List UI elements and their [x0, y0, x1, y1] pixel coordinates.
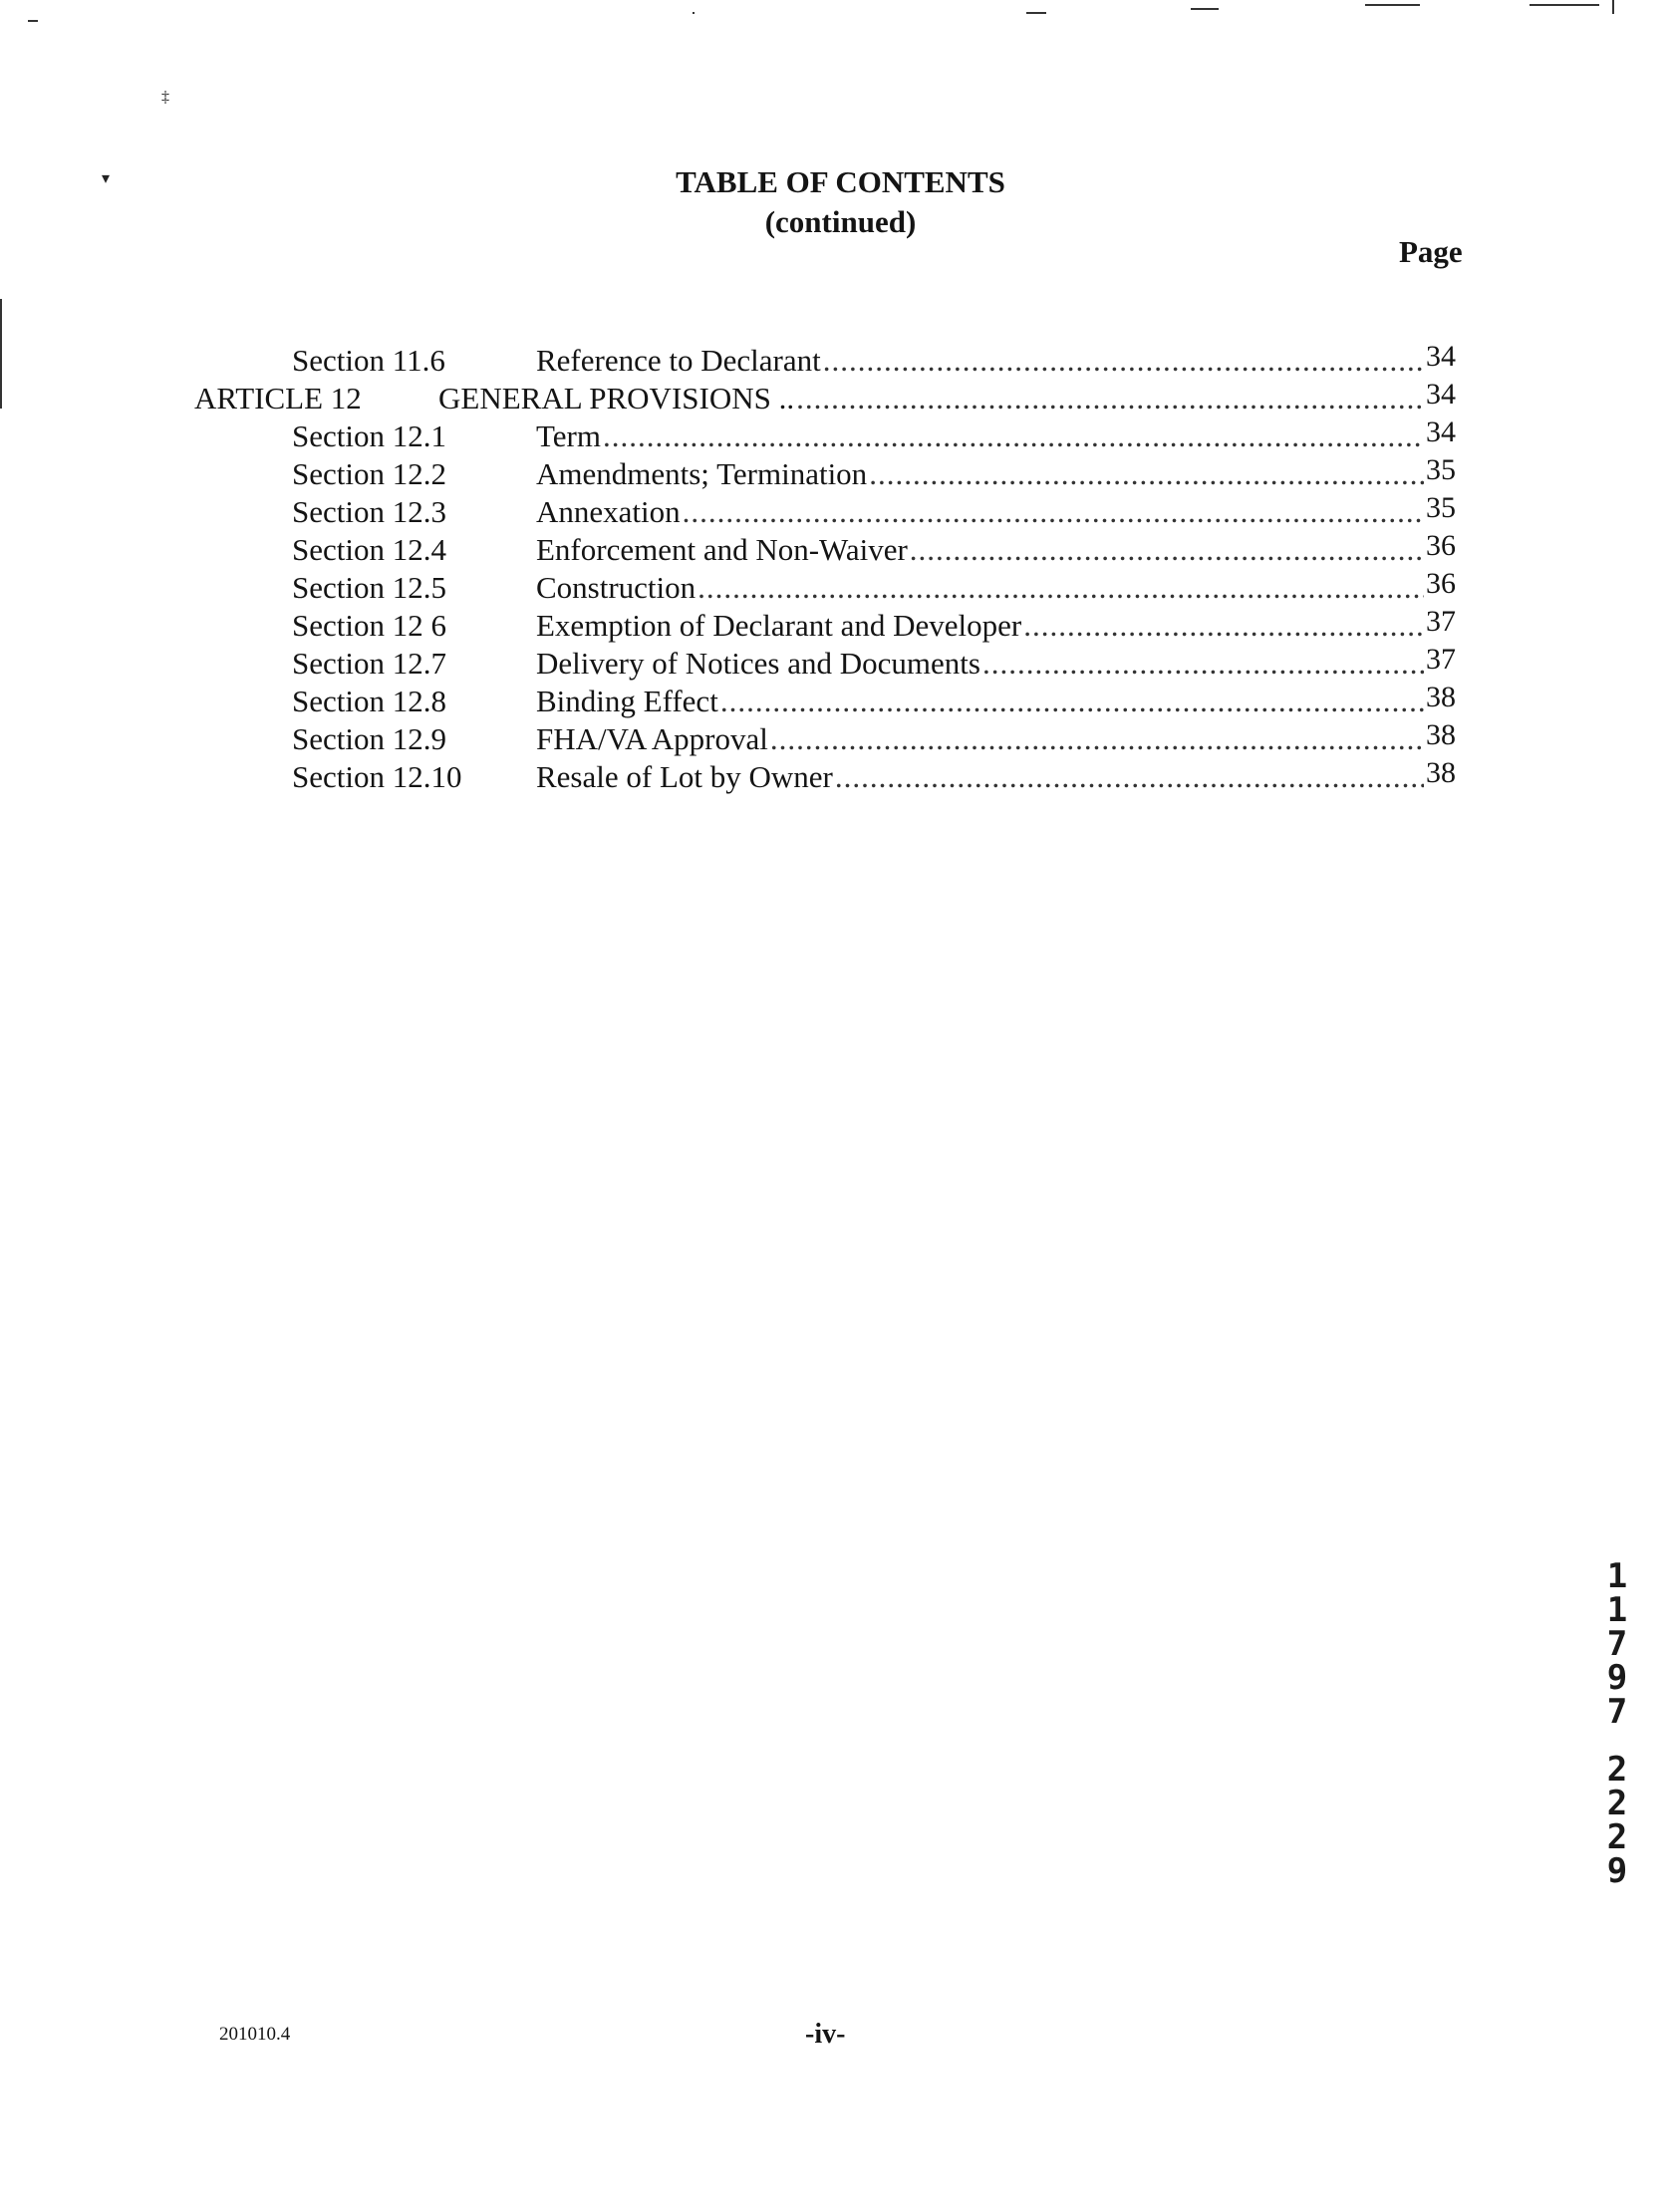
- toc-entry-page: 36: [1426, 529, 1456, 562]
- toc-section-entry: [0, 645, 1671, 683]
- toc-entry-body: [536, 607, 1456, 646]
- toc-dot-leader: [835, 758, 1424, 796]
- toc-section-entry: [0, 455, 1671, 493]
- toc-entry-label: Section 12.2: [292, 456, 446, 491]
- toc-entry-label: Section 12.9: [292, 721, 446, 756]
- toc-entry-body: [536, 683, 1456, 721]
- toc-entry-body: [536, 531, 1456, 570]
- margin-stamp-digit: 7: [1606, 1624, 1628, 1664]
- scan-artifact: [1191, 8, 1219, 10]
- footer-page-number: -iv-: [805, 2019, 846, 2050]
- margin-stamp-digit: 2: [1606, 1784, 1628, 1823]
- margin-stamp-digit: 1: [1606, 1556, 1628, 1596]
- toc-entry-page: 37: [1426, 643, 1456, 676]
- toc-entry-label: Section 12.3: [292, 494, 446, 529]
- scan-speck-icon: ▾: [102, 170, 111, 187]
- toc-entry-title: FHA/VA Approval: [536, 721, 768, 756]
- toc-section-entry: [0, 683, 1671, 720]
- toc-dot-leader: [720, 683, 1424, 720]
- toc-entry-body: [438, 380, 1456, 418]
- toc-section-entry: [0, 758, 1671, 796]
- toc-entry-label: Section 12.7: [292, 646, 446, 681]
- toc-entry-body: [536, 417, 1456, 456]
- toc-entry-title: Enforcement and Non-Waiver: [536, 532, 908, 567]
- toc-dot-leader: [1023, 607, 1424, 645]
- toc-dot-leader: [982, 645, 1424, 683]
- toc-list: [0, 342, 1671, 796]
- margin-stamp: [1597, 1556, 1637, 1891]
- toc-section-entry: [0, 720, 1671, 758]
- toc-entry-body: [536, 720, 1456, 759]
- margin-stamp-digit: 2: [1606, 1750, 1628, 1790]
- toc-entry-label: ARTICLE 12: [194, 381, 362, 415]
- toc-entry-label: Section 11.6: [292, 343, 445, 378]
- toc-entry-title: Reference to Declarant: [536, 343, 821, 378]
- toc-subtitle: (continued): [764, 204, 917, 239]
- toc-entry-body: [536, 569, 1456, 608]
- toc-entry-title: Annexation: [536, 494, 681, 529]
- toc-dot-leader: [910, 531, 1424, 569]
- toc-dot-leader: [683, 493, 1424, 531]
- toc-entry-title: Amendments; Termination: [536, 456, 868, 491]
- toc-entry-page: 35: [1426, 491, 1456, 524]
- scan-artifact: [693, 12, 695, 14]
- toc-entry-label: Section 12.4: [292, 532, 446, 567]
- toc-entry-title: Delivery of Notices and Documents: [536, 646, 980, 681]
- toc-entry-page: 38: [1426, 756, 1456, 789]
- scan-artifact: [1530, 4, 1599, 6]
- toc-entry-body: [536, 342, 1456, 381]
- toc-section-entry: [0, 531, 1671, 569]
- scan-artifact: [28, 20, 38, 22]
- toc-dot-leader: [697, 569, 1424, 607]
- toc-entry-label: Section 12 6: [292, 608, 446, 643]
- toc-entry-page: 34: [1426, 340, 1456, 373]
- margin-stamp-digit: 2: [1606, 1817, 1628, 1857]
- toc-entry-title: Exemption of Declarant and Developer: [536, 608, 1022, 643]
- margin-stamp-digit: 1: [1606, 1590, 1628, 1630]
- toc-section-entry: [0, 569, 1671, 607]
- toc-entry-title: Binding Effect: [536, 684, 718, 718]
- toc-entry-page: 34: [1426, 415, 1456, 448]
- toc-entry-label: Section 12.5: [292, 570, 446, 605]
- toc-title: TABLE OF CONTENTS: [676, 164, 1005, 199]
- margin-stamp-digit: 7: [1606, 1692, 1628, 1732]
- toc-dot-leader: [796, 380, 1424, 417]
- toc-entry-page: 36: [1426, 567, 1456, 600]
- toc-entry-label: Section 12.10: [292, 759, 462, 794]
- toc-dot-leader: [869, 455, 1424, 493]
- page-column-label: Page: [1399, 234, 1463, 269]
- toc-entry-label: Section 12.1: [292, 418, 446, 453]
- toc-dot-leader: [823, 342, 1424, 380]
- scan-artifact: [1365, 4, 1420, 6]
- toc-entry-title: Resale of Lot by Owner: [536, 759, 833, 794]
- margin-stamp-digit: 9: [1606, 1658, 1628, 1698]
- toc-section-entry: [0, 342, 1671, 380]
- toc-entry-body: [536, 758, 1456, 797]
- toc-section-entry: [0, 607, 1671, 645]
- toc-entry-body: [536, 493, 1456, 532]
- scan-artifact: [1026, 12, 1046, 14]
- footer-document-number: 201010.4: [219, 2024, 291, 2045]
- scan-speck-icon: ‡: [161, 89, 169, 106]
- toc-entry-page: 38: [1426, 681, 1456, 713]
- toc-entry-page: 34: [1426, 378, 1456, 411]
- toc-article-entry: [0, 380, 1671, 417]
- toc-entry-body: [536, 455, 1456, 494]
- toc-entry-label: Section 12.8: [292, 684, 446, 718]
- toc-section-entry: [0, 417, 1671, 455]
- toc-dot-leader: [603, 417, 1424, 455]
- toc-entry-body: [536, 645, 1456, 684]
- toc-entry-page: 38: [1426, 718, 1456, 751]
- toc-entry-title: GENERAL PROVISIONS ..: [438, 381, 795, 415]
- toc-dot-leader: [770, 720, 1424, 758]
- toc-entry-title: Construction: [536, 570, 696, 605]
- toc-entry-page: 37: [1426, 605, 1456, 638]
- toc-section-entry: [0, 493, 1671, 531]
- margin-stamp-digit: 9: [1606, 1851, 1628, 1891]
- toc-entry-page: 35: [1426, 453, 1456, 486]
- toc-entry-title: Term: [536, 418, 601, 453]
- scan-artifact: [1612, 0, 1614, 14]
